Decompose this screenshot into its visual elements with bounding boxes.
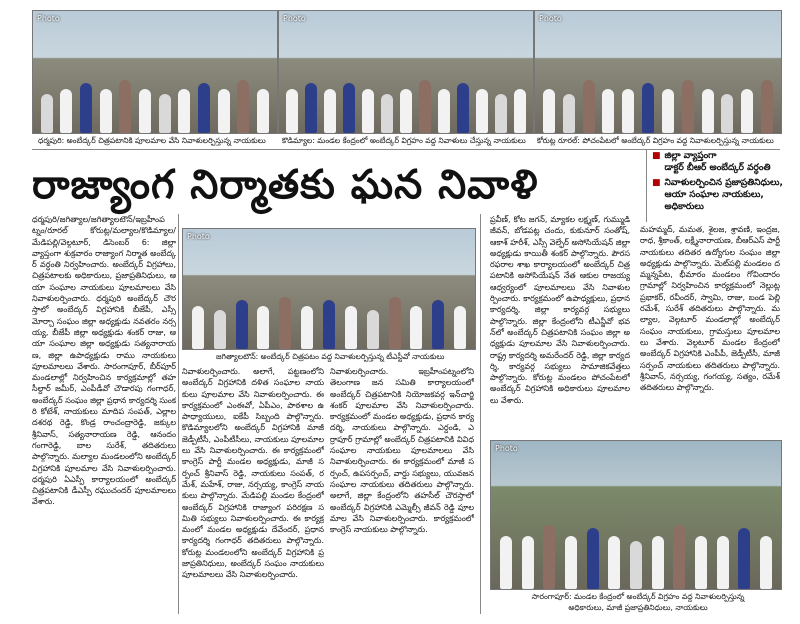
highlight-text: అధికారులు	[664, 202, 704, 212]
bullet-icon: ■	[652, 151, 661, 161]
article-column-4: నివాళులర్పించారు. ఇబ్రహీంపట్నంలోని తెలంగాణ జన సమితి కార్యాలయంలో అంబేద్కర్ చిత్రపటానికి నియోజకవర్గ ఇన్‌చార్జి శంకర్ పూలమాల వేసి నివాళులర్పించారు. కార్యక్రమంలో మండల అధ్యక్షుడు, ప్రధాన కార్యదర్శి, నాయకులు పాల్గొన్నారు. ఎర్దండి, ఎర్రాపూర్ గ్రామాల్లో అంబేద్కర్ చిత్రపటానికి వివిధ సంఘాల నాయకులు పూలమాలలు వేసి నివాళులర్పించారు. ఈ కార్యక్రమంలో మాజీ సర్పంచ్, ఉపసర్పంచ్, వార్డు సభ్యులు, యువజన సంఘాల నాయకులు తదితరులు పాల్గొన్నారు. అలాగే, జిల్లా కేంద్రంలోని తహసీల్ చౌరస్తాలో అంబేద్కర్ విగ్రహానికి ఎమ్మెల్సీ జీవన్ రెడ్డి పూలమాల వేసి నివాళులర్పించారు. కార్యక్రమంలో కాంగ్రెస్ నాయకులు పాల్గొన్నారు.	[330, 367, 474, 535]
highlight-box	[652, 150, 792, 216]
article-column-5: మహమ్మద్, మమత, శైలజ, శ్రావణి, ఇంద్రజ, రాధ, శ్రీకాంత్, లక్ష్మీనారాయణ, బీఆర్ఎస్ పార్టీ నాయకులు తదితర ఉద్యోగుల సంఘం జిల్లా అధ్యక్షుడు పాల్గొన్నారు. మెట్‌పల్లి మండలం దమ్మన్నపేట, భీమారం మండలం గోవిందారం గ్రామాల్లో నిర్వహించిన కార్యక్రమంలో నెల్లుట్ల ప్రభాకర్, రవీందర్, స్వామి, రాజు, బండ పెల్లి రమేశ్, సురేశ్ తదితరులు పాల్గొన్నారు. మల్యాల, వెల్గటూర్ మండలాల్లో అంబేద్కర్ సంఘం నాయకులు, గ్రామస్తులు పూలమాలలు వేశారు. వెల్గటూర్ మండల కేంద్రంలో అంబేద్కర్ విగ్రహానికి ఎంపీపీ, జెడ్పీటీసీ, మాజీ సర్పంచ్ నాయకులు తదితరులు పాల్గొన్నారు. శ్రీనివాస్, నర్సయ్య, గంగయ్య, సత్యం, రమేశ్ తదితరులు పాల్గొన్నారు.	[640, 225, 780, 393]
divider	[480, 214, 481, 614]
bullet-icon: ■	[652, 178, 661, 188]
headline: రాజ్యాంగ నిర్మాతకు ఘన నివాళి	[32, 162, 539, 208]
photo-bottom-right	[490, 440, 782, 590]
highlight-text: జిల్లా వ్యాప్తంగా	[664, 151, 717, 161]
caption-top-left: ధర్మపురి: అంబేద్కర్ చిత్రపటానికి పూలమాల వేసి నివాళులర్పిస్తున్న నాయకులు	[38, 136, 266, 145]
article-column-3: ప్రవీణ్, కోట జగన్, మ్యాకల లక్ష్మణ్, గుమ్ముడి జీవన్, బోడపట్ల చందు, కుకునూర్ సంతోష్, ఆకాశ్ హరీశ్, ఎస్సీ వెల్ఫేర్ అసోసియేషన్ జిల్లా అధ్యక్షుడు కాయితీ శంకర్ పాల్గొన్నారు. పౌరసరఫరాల శాఖ కార్యాలయంలో అంబేద్కర్ చిత్రపటానికి అసోసియేషన్ నేత ఆకుల రాజయ్య ఆధ్వర్యంలో పూలమాలలు వేసి నివాళులర్పించారు. కార్యక్రమంలో ఉపాధ్యక్షులు, ప్రధాన కార్యదర్శి, జిల్లా కార్యవర్గ సభ్యులు పాల్గొన్నారు. జిల్లా కేంద్రంలోని టీఎన్జీవో భవన్‌లో అంబేద్కర్ చిత్రపటానికి సంఘం జిల్లా అధ్యక్షుడు పూలమాల వేసి నివాళులర్పించారు. రాష్ట్ర కార్యదర్శి అమరేందర్ రెడ్డి, జిల్లా కార్యదర్శి, కార్యవర్గ సభ్యులు సామాజికవేత్తలు పాల్గొన్నారు. కోరుట్ల మండలం పోచంపేటలో అంబేద్కర్ విగ్రహానికి అధికారులు పూలమాలలు వేశారు.	[490, 215, 630, 405]
caption-top-mid: కొడిమ్యాల: మండల కేంద్రంలో అంబేద్కర్ విగ్రహం వద్ద నివాళులు చేస్తున్న నాయకులు	[282, 136, 526, 145]
photo-label: Photo	[283, 14, 306, 23]
photo-label: Photo	[37, 14, 60, 23]
caption-bottom-right-2: అధికారులు, మాజీ ప్రజాప్రతినిధులు, నాయకులు	[568, 603, 708, 612]
photo-middle	[182, 228, 476, 350]
photo-label: Photo	[495, 444, 518, 453]
photo-top-mid	[278, 10, 534, 134]
highlight-point	[652, 150, 792, 174]
photo-top-left	[32, 10, 278, 134]
caption-middle: జగిత్యాలటౌన్: అంబేద్కర్ చిత్రపటం వద్ద నివాళులర్పిస్తున్న టీఎస్టీవో నాయకులు	[216, 352, 445, 361]
highlight-text: ఆయా సంఘాల నాయకులు,	[664, 190, 764, 200]
highlight-point	[652, 177, 792, 213]
photo-label: Photo	[187, 232, 210, 241]
caption-bottom-right-1: సారంగాపూర్: మండల కేంద్రంలో అంబేద్కర్ విగ్రహం వద్ద నివాళులర్పిస్తున్న	[531, 592, 745, 601]
divider	[646, 150, 647, 222]
highlight-text: నివాళులర్పించిన ప్రజాప్రతినిధులు,	[664, 178, 783, 188]
highlight-text: డాక్టర్ బీఆర్ అంబేద్కర్ వర్ధంతి	[664, 163, 771, 173]
caption-top-right: కోరుట్ల రూరల్: పోచంపేటలో అంబేద్కర్ విగ్రహం వద్ద నివాళులర్పిస్తున్న నాయకులు	[537, 136, 774, 145]
divider	[178, 214, 179, 614]
photo-top-right	[534, 10, 782, 134]
article-column-1: ధర్మపురి/జగిత్యాల/జగిత్యాలటౌన్/ఇబ్రహీంపట్నం/రూరల్ కోరుట్ల/మల్యాల/కొడిమ్యాల/మేడిపల్లి/వెల్గటూర్, డిసెంబర్ 6: జిల్లా వ్యాప్తంగా శుక్రవారం రాజ్యాంగ నిర్మాత అంబేద్కర్ వర్ధంతి నిర్వహించారు. అంబేద్కర్ విగ్రహాలు, చిత్రపటాలకు అధికారులు, ప్రజాప్రతినిధులు, ఆయా సంఘాల నాయకులు పూలమాలలు వేసి నివాళులర్పించారు. ధర్మపురి అంబేద్కర్ చౌరస్తాలో అంబేద్కర్ విగ్రహానికి బీజేపీ, ఎస్సీ మోర్చా సంఘం జిల్లా అధ్యక్షుడు నవతరం నర్సయ్య, బీజేపీ జిల్లా అధ్యక్షుడు శంకర్ రాజు, ఆయా సంఘాల జిల్లా అధ్యక్షుడు సత్యనారాయణ, జిల్లా ఉపాధ్యక్షుడు రాము నాయకులు పూలమాలలు వేశారు. సారంగాపూర్, బీర్‌పూర్ మండలాల్లో నిర్వహించిన కార్యక్రమాల్లో తహసీల్దార్ జమీర్, ఎంపీడీవో చౌడారపు గంగాధర్, అంబేద్కర్ సంఘం జిల్లా ప్రధాన కార్యదర్శి సుంకరి కోటేశ్, నాయకులు మాదిప సంపత్, ఎల్లాల దశరథ రెడ్డి, కొండ్ర రాంచంద్రారెడ్డి, జక్కుల శ్రీనివాస్, సత్యనారాయణ రెడ్డి, ఆనందం గంగారెడ్డి, బాల సురేశ్, తదితరులు పాల్గొన్నారు. మల్యాల మండలంలోని అంబేద్కర్ విగ్రహానికి పూలమాల వేసి నివాళులర్పించారు. ధర్మపురి ఏఎస్పీ కార్యాలయంలో అంబేద్కర్ చిత్రపటానికి డీఎస్పీ రఘుచందర్ పూలమాలలు వేశారు.	[32, 215, 176, 507]
photo-label: Photo	[539, 14, 562, 23]
article-column-2: నివాళులర్పించారు. అలాగే, పట్టణంలోని అంబేద్కర్ విగ్రహానికి దళిత సంఘాల నాయకులు పూలమాల వేసి నివాళులర్పించారు. ఈ కార్యక్రమంలో ఎంఈవో, ఏపీఎం, పాఠశాల ఉపాధ్యాయులు, ఐకేపీ సిబ్బంది పాల్గొన్నారు. కొడిమ్యాలలోని అంబేద్కర్ విగ్రహానికి మాజీ జెడ్పీటీసీ, ఎంపీటీసీలు, నాయకులు పూలమాలలు వేసి నివాళులర్పించారు. ఈ కార్యక్రమంలో కాంగ్రెస్ పార్టీ మండల అధ్యక్షుడు, మాజీ సర్పంచ్ శ్రీనివాస్ రెడ్డి, నాయకులు సంపత్, రమేశ్, మహేశ్, రాజు, నర్సయ్య, కాంగ్రెస్ నాయకులు పాల్గొన్నారు. మేడిపల్లి మండల కేంద్రంలో అంబేద్కర్ విగ్రహానికి రాజ్యాంగ పరిరక్షణ సమితి సభ్యులు నివాళులర్పించారు. ఈ కార్యక్రమంలో మండల అధ్యక్షుడు దేవేందర్, ప్రధాన కార్యదర్శి గంగాధర్ తదితరులు పాల్గొన్నారు. కోరుట్ల మండలంలోని అంబేద్కర్ విగ్రహానికి ప్రజాప్రతినిధులు, అంబేద్కర్ సంఘం నాయకులు పూలమాలలు వేసి నివాళులర్పించారు.	[182, 367, 324, 580]
